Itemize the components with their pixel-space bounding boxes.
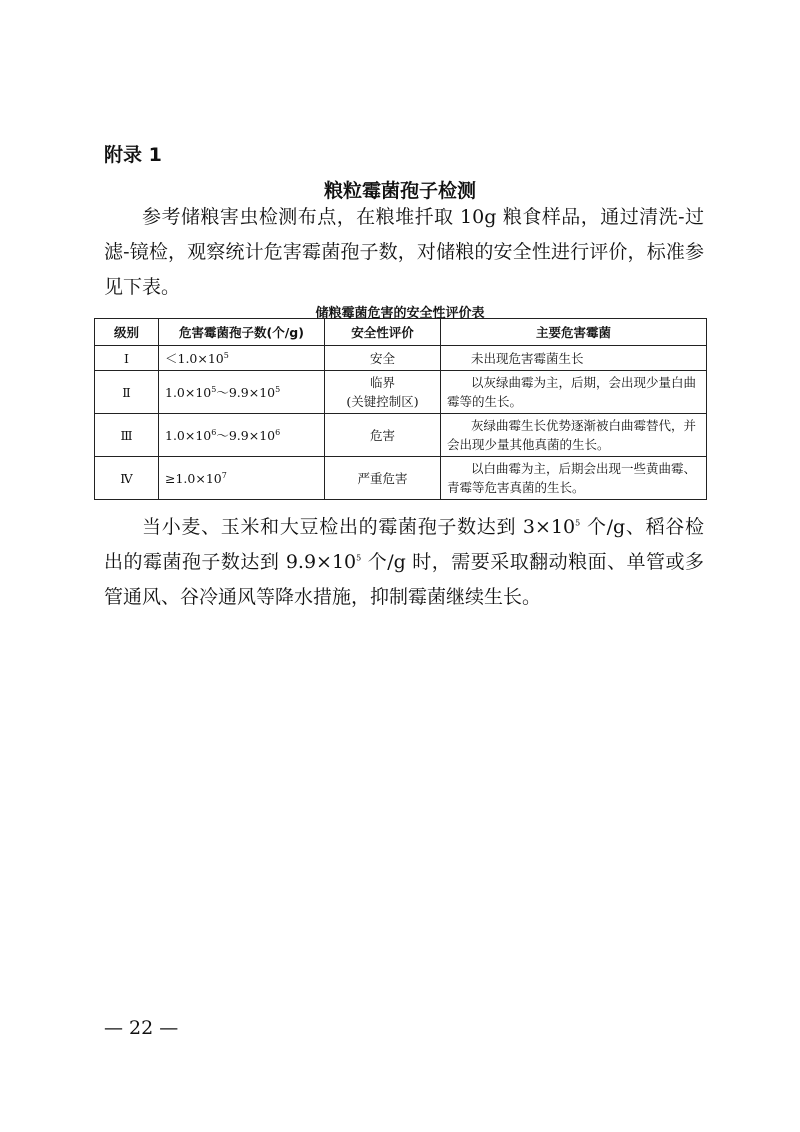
header-main-fungi: 主要危害霉菌: [441, 319, 707, 346]
fungi-cell: 未出现危害霉菌生长: [441, 346, 707, 371]
spore-count-cell: $1.0\times 10^5\sim 9.9\times 10^5$: [159, 371, 325, 414]
conclusion-paragraph: 当小麦、玉米和大豆检出的霉菌孢子数达到 $3\times 10^5$ 个/g、稻谷检出的霉菌孢子数达到 $9.9\times 10^5$ 个/g 时，需要采取翻动粮面、单管或多管通风、谷冷通风等降水措施，抑制霉菌继续生长。: [104, 516, 704, 608]
fungi-cell: 以白曲霉为主，后期会出现一些黄曲霉、青霉等危害真菌的生长。: [441, 457, 707, 500]
header-level: 级别: [95, 319, 159, 346]
spore-count-cell: $<1.0\times 10^5$: [159, 346, 325, 371]
safety-cell: 安全: [325, 346, 441, 371]
safety-cell: 临界 (关键控制区): [325, 371, 441, 414]
header-spore-count: 危害霉菌孢子数(个/g): [159, 319, 325, 346]
appendix-label: 附录 1: [104, 144, 162, 166]
table-row: [95, 371, 707, 414]
level-cell: Ⅳ: [95, 457, 159, 500]
safety-evaluation-table: [94, 318, 707, 500]
page-number: — 22 —: [104, 1017, 179, 1039]
header-safety: 安全性评价: [325, 319, 441, 346]
table-row: [95, 414, 707, 457]
intro-paragraph: 参考储粮害虫检测布点，在粮堆扦取 10g 粮食样品，通过清洗-过滤-镜检，观察统计危害霉菌孢子数，对储粮的安全性进行评价，标准参见下表。: [104, 206, 704, 298]
page-title: 粮粒霉菌孢子检测: [323, 180, 476, 202]
level-cell: Ⅲ: [95, 414, 159, 457]
table-caption: 储粮霉菌危害的安全性评价表: [315, 306, 485, 321]
fungi-cell: 灰绿曲霉生长优势逐渐被白曲霉替代，并会出现少量其他真菌的生长。: [441, 414, 707, 457]
level-cell: Ⅰ: [95, 346, 159, 371]
safety-cell: 危害: [325, 414, 441, 457]
table-row: [95, 346, 707, 371]
level-cell: Ⅱ: [95, 371, 159, 414]
safety-cell: 严重危害: [325, 457, 441, 500]
table-row: [95, 457, 707, 500]
spore-count-cell: $\ge 1.0\times 10^7$: [159, 457, 325, 500]
spore-count-cell: $1.0\times 10^6\sim 9.9\times 10^6$: [159, 414, 325, 457]
table-header-row: [95, 319, 707, 346]
fungi-cell: 以灰绿曲霉为主，后期，会出现少量白曲霉等的生长。: [441, 371, 707, 414]
